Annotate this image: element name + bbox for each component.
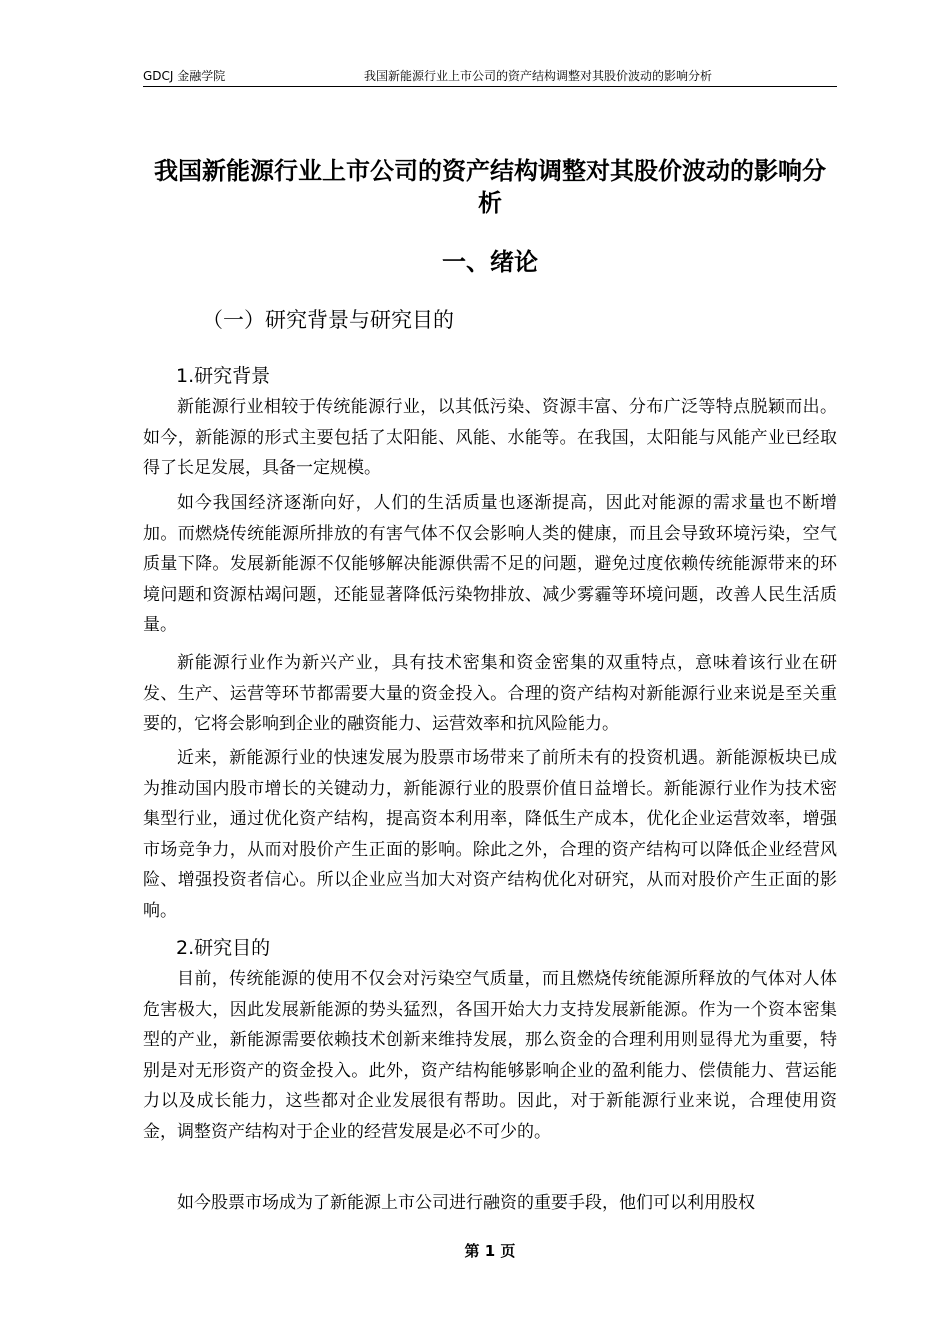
paragraph: 目前，传统能源的使用不仅会对污染空气质量，而且燃烧传统能源所释放的气体对人体危害极大，因此发展新能源的势头猛烈，各国开始大力支持发展新能源。作为一个资本密集型的产业，新能源需要依赖技术创新来维持发展，那么资金的合理利用则显得尤为重要，特别是对无形资产的资金投入。此外，资产结构能够影响企业的盈利能力、偿债能力、营运能力以及成长能力，这些都对企业发展很有帮助。因此，对于新能源行业来说，合理使用资金，调整资产结构对于企业的经营发展是必不可少的。 bbox=[143, 969, 837, 1142]
paragraph: 新能源行业相较于传统能源行业，以其低污染、资源丰富、分布广泛等特点脱颖而出。如今，新能源的形式主要包括了太阳能、风能、水能等。在我国，太阳能与风能产业已经取得了长足发展，具备一定规模。 bbox=[143, 397, 837, 478]
page-number: 第 1 页 bbox=[464, 1242, 516, 1260]
header-school: GDCJ 金融学院 bbox=[143, 69, 226, 83]
section-heading: （一）研究背景与研究目的 bbox=[202, 308, 454, 332]
chapter-heading: 一、绪论 bbox=[442, 248, 538, 276]
paragraph: 如今我国经济逐渐向好，人们的生活质量也逐渐提高，因此对能源的需求量也不断增加。而燃烧传统能源所排放的有害气体不仅会影响人类的健康，而且会导致环境污染，空气质量下降。发展新能源不仅能够解决能源供需不足的问题，避免过度依赖传统能源带来的环境问题和资源枯竭问题，还能显著降低污染物排放、减少雾霾等环境问题，改善人民生活质量。 bbox=[143, 493, 837, 635]
subsection-heading-purpose: 2.研究目的 bbox=[176, 937, 271, 959]
paragraph: 近来，新能源行业的快速发展为股票市场带来了前所未有的投资机遇。新能源板块已成为推动国内股市增长的关键动力，新能源行业的股票价值日益增长。新能源行业作为技术密集型行业，通过优化资产结构，提高资本利用率，降低生产成本，优化企业运营效率，增强市场竞争力，从而对股价产生正面的影响。除此之外，合理的资产结构可以降低企业经营风险、增强投资者信心。所以企业应当加大对资产结构优化对研究，从而对股价产生正面的影响。 bbox=[143, 748, 837, 921]
paper-title: 我国新能源行业上市公司的资产结构调整对其股价波动的影响分析 bbox=[154, 157, 826, 217]
paragraph: 如今股票市场成为了新能源上市公司进行融资的重要手段，他们可以利用股权 bbox=[177, 1193, 755, 1213]
subsection-heading-background: 1.研究背景 bbox=[176, 365, 271, 387]
paragraph: 新能源行业作为新兴产业，具有技术密集和资金密集的双重特点，意味着该行业在研发、生产、运营等环节都需要大量的资金投入。合理的资产结构对新能源行业来说是至关重要的，它将会影响到企业的融资能力、运营效率和抗风险能力。 bbox=[143, 653, 837, 734]
header-paper-title: 我国新能源行业上市公司的资产结构调整对其股价波动的影响分析 bbox=[364, 69, 713, 83]
running-header bbox=[143, 66, 837, 87]
